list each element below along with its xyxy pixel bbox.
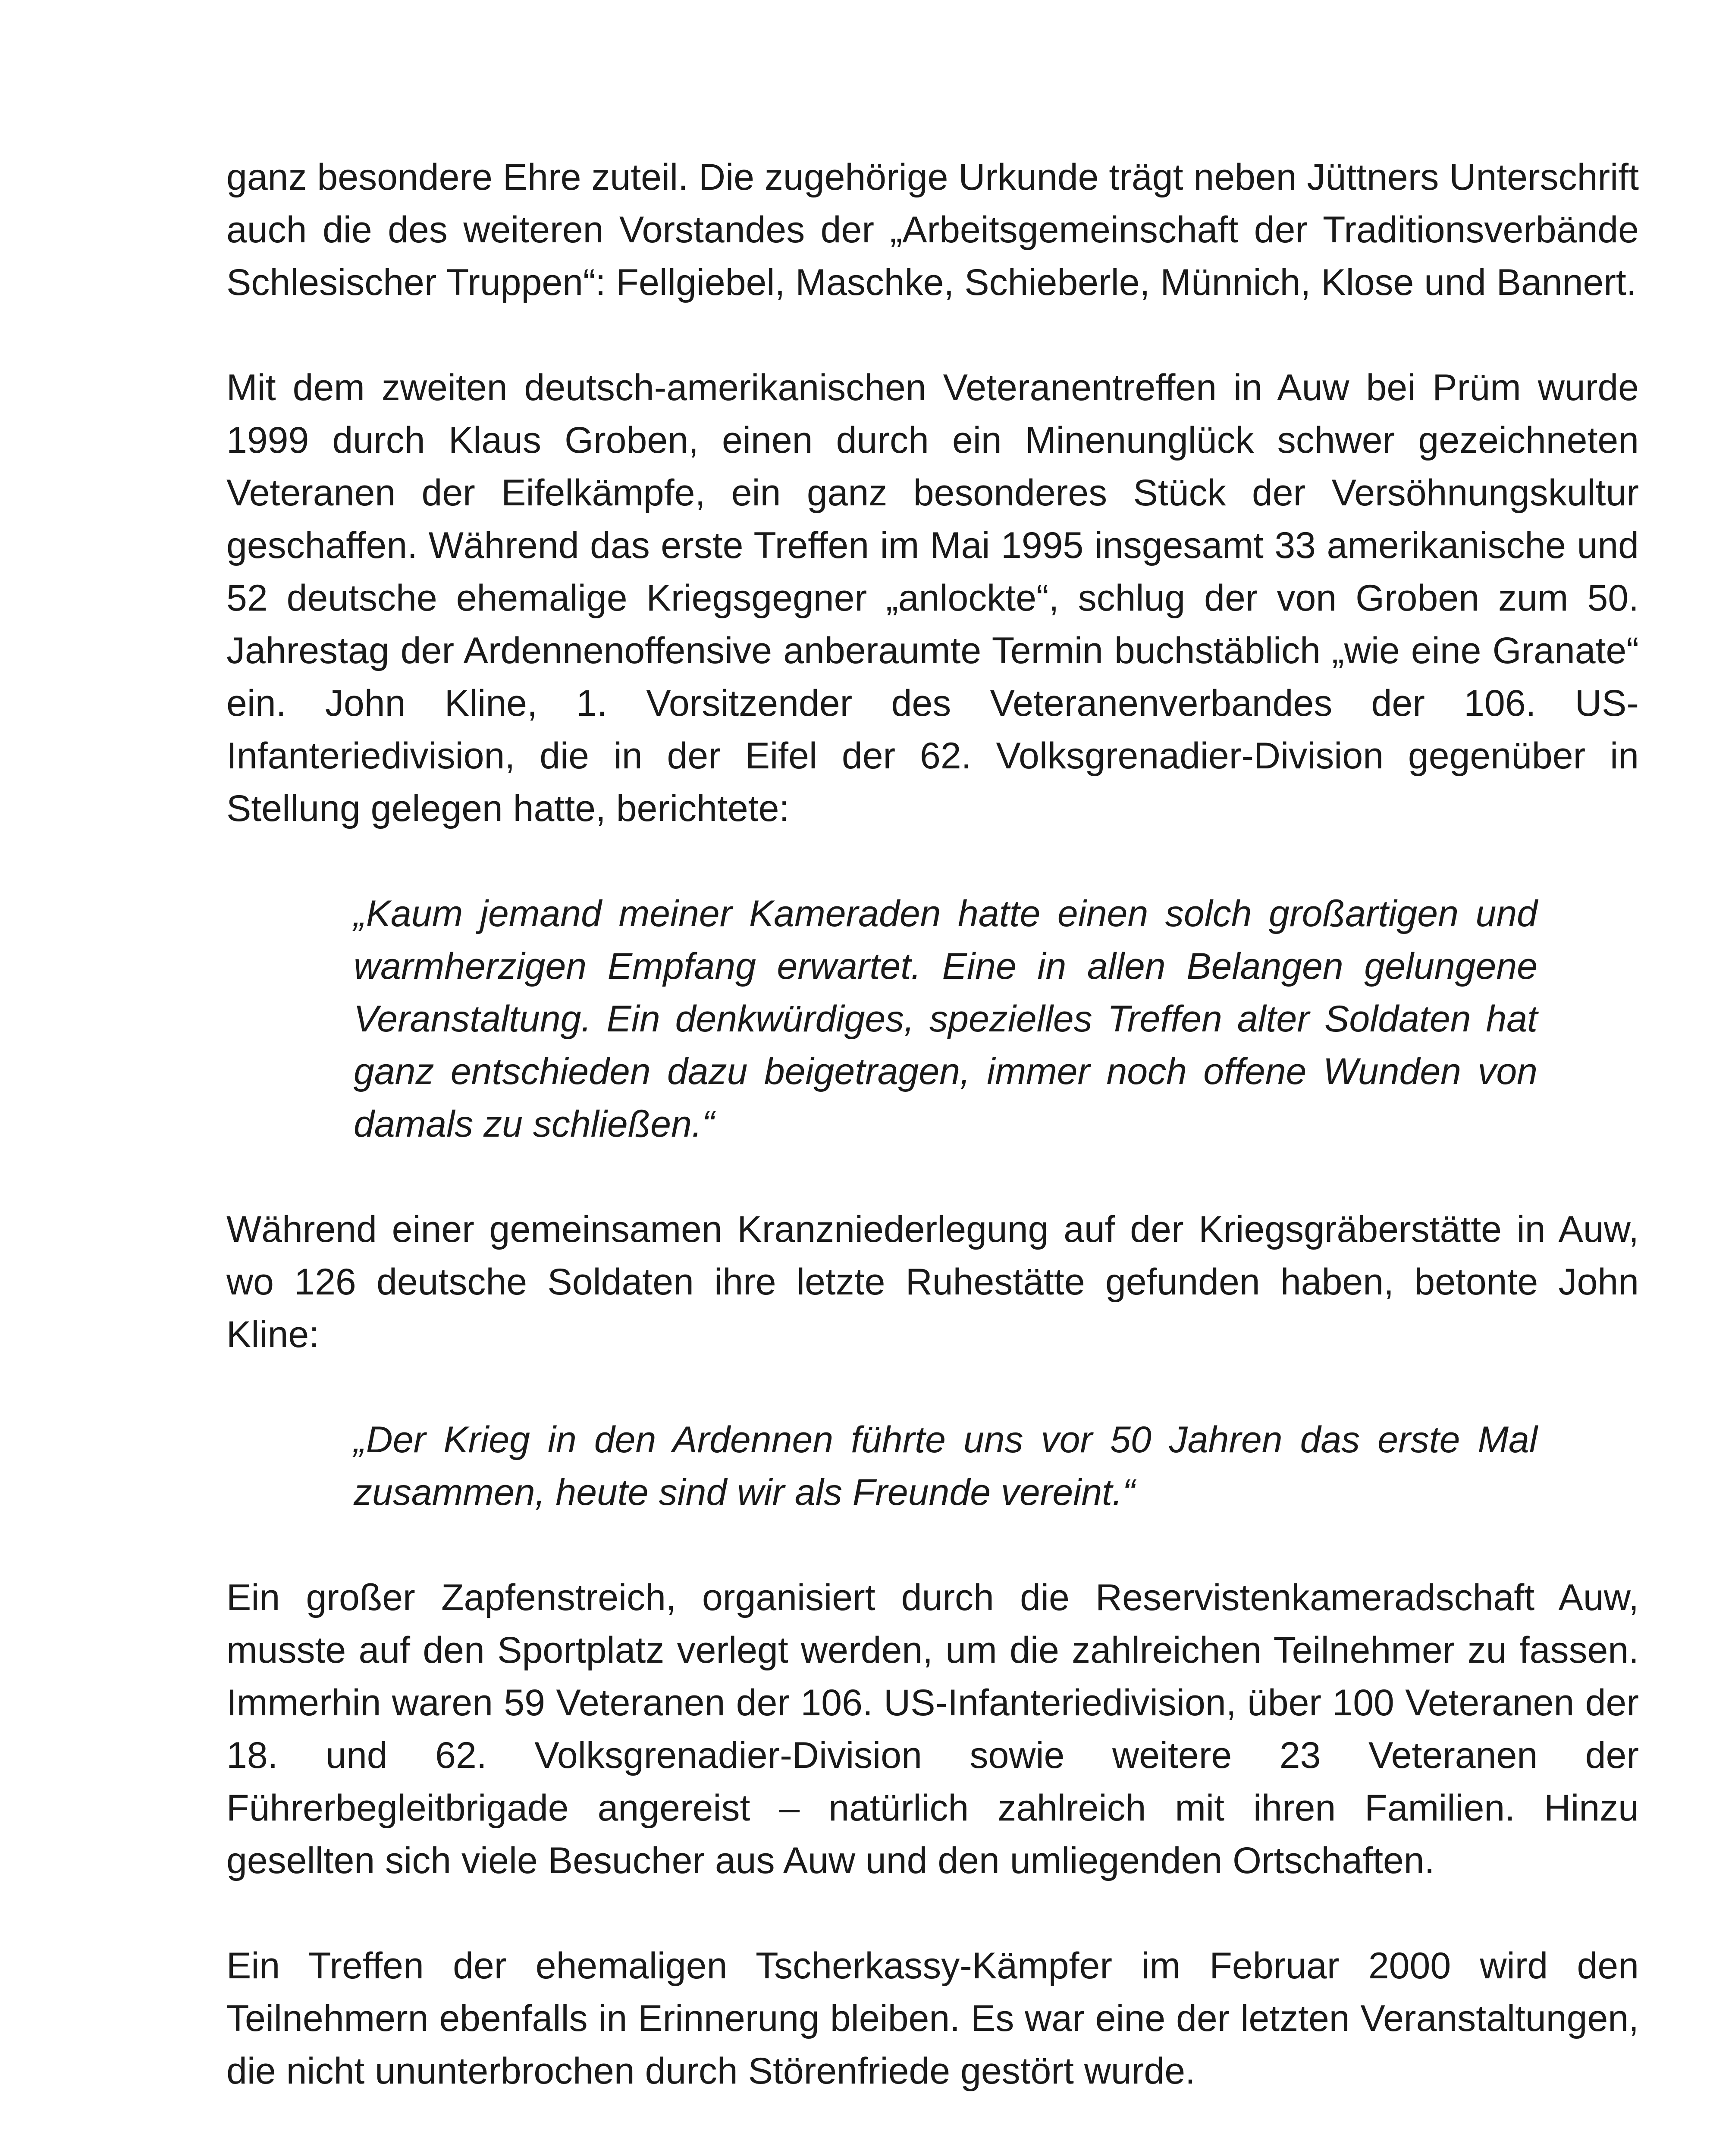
paragraph-3: Während einer gemeinsamen Kranzniederlegung auf der Kriegsgräberstätte in Auw, wo 126 deutsche Soldaten ihre letzte Ruhestätte gefunden haben, betonte John Kline: xyxy=(226,1209,1639,1355)
paragraph-5: Ein Treffen der ehemaligen Tscherkassy-Kämpfer im Februar 2000 wird den Teilnehmern ebenfalls in Erinnerung bleiben. Es war eine der letzten Veranstaltungen, die nicht ununterbrochen durch Störenfriede gestört wurde. xyxy=(226,1945,1639,2092)
block-quote-2: „Der Krieg in den Ardennen führte uns vor 50 Jahren das erste Mal zusammen, heute sind wir als Freunde vereint.“ xyxy=(354,1419,1537,1513)
page-body xyxy=(226,151,1639,2150)
paragraph-2: Mit dem zweiten deutsch-amerikanischen Veteranentreffen in Auw bei Prüm wurde 1999 durch Klaus Groben, einen durch ein Minenunglück schwer gezeichneten Veteranen der Eifelkämpfe, ein ganz besonderes Stück der Versöhnungskultur geschaffen. Während das erste Treffen im Mai 1995 insgesamt 33 amerikanische und 52 deutsche ehemalige Kriegsgegner „anlockte“, schlug der von Groben zum 50. Jahrestag der Ardennenoffensive anberaumte Termin buchstäblich „wie eine Granate“ ein. John Kline, 1. Vorsitzender des Veteranenverbandes der 106. US-Infanteriedivision, die in der Eifel der 62. Volksgrenadier-Division gegenüber in Stellung gelegen hatte, berichtete: xyxy=(226,367,1639,829)
block-quote-1: „Kaum jemand meiner Kameraden hatte einen solch großartigen und warmherzigen Empfang erwartet. Eine in allen Belangen gelungene Veranstaltung. Ein denkwürdiges, spezielles Treffen alter Soldaten hat ganz entschieden dazu beigetragen, immer noch offene Wunden von damals zu schließen.“ xyxy=(354,893,1537,1145)
paragraph-4: Ein großer Zapfenstreich, organisiert durch die Reservistenkameradschaft Auw, musste auf den Sportplatz verlegt werden, um die zahlreichen Teilnehmer zu fassen. Immerhin waren 59 Veteranen der 106. US-Infanteriedivision, über 100 Veteranen der 18. und 62. Volksgrenadier-Division sowie weitere 23 Veteranen der Führerbegleitbrigade angereist – natürlich zahlreich mit ihren Familien. Hinzu gesellten sich viele Besucher aus Auw und den umliegenden Ortschaften. xyxy=(226,1577,1639,1881)
paragraph-1: ganz besondere Ehre zuteil. Die zugehörige Urkunde trägt neben Jüttners Unterschrift auch die des weiteren Vorstandes der „Arbeitsgemeinschaft der Traditionsverbände Schlesischer Truppen“: Fellgiebel, Maschke, Schieberle, Münnich, Klose und Bannert. xyxy=(226,157,1639,303)
